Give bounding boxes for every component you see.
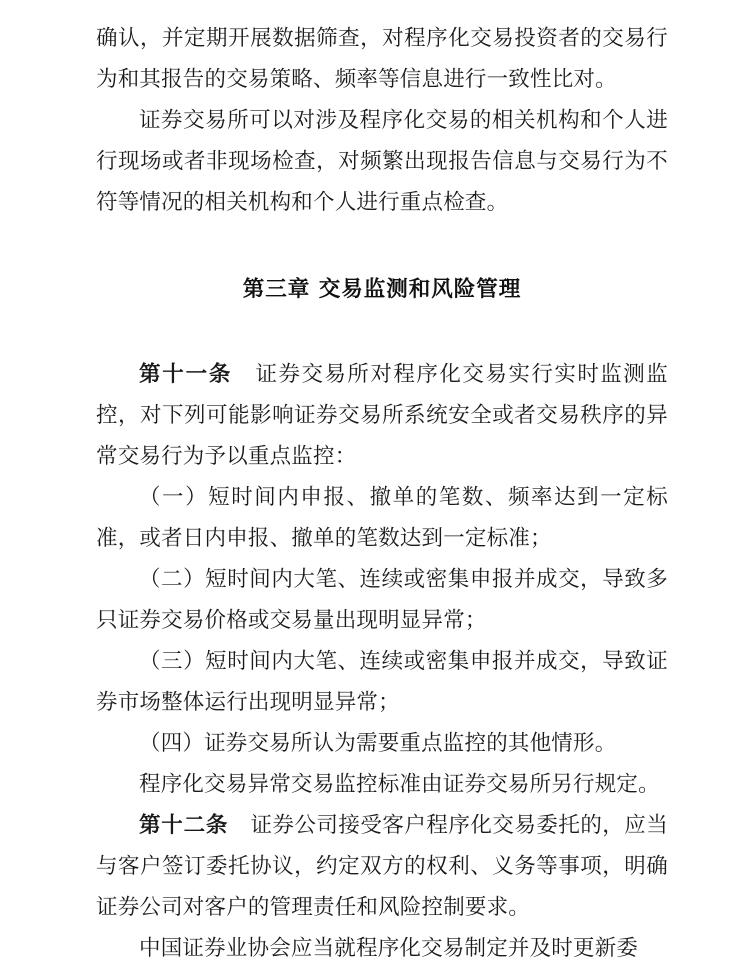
article-eleven-text: 证券交易所对程序化交易实行实时监测监控，对下列可能影响证券交易所系统安全或者交易秩序的异常交易行为予以重点监控：: [96, 362, 668, 469]
chapter-heading: 第三章 交易监测和风险管理: [242, 277, 522, 302]
list-item-1: （一）短时间内申报、撤单的笔数、频率达到一定标准，或者日内申报、撤单的笔数达到一定标准；: [96, 485, 668, 551]
article-eleven: [96, 354, 668, 477]
spacer-after-heading: [96, 310, 668, 354]
list-item-3: （三）短时间内大笔、连续或密集申报并成交，导致证券市场整体运行出现明显异常；: [96, 649, 668, 715]
article-eleven-label: 第十一条: [139, 362, 233, 387]
paragraph-monitoring-standard: 程序化交易异常交易监控标准由证券交易所另行规定。: [139, 772, 660, 797]
paragraph-exchange-inspection: 证券交易所可以对涉及程序化交易的相关机构和个人进行现场或者非现场检查，对频繁出现报告信息与交易行为不符等情况的相关机构和个人进行重点检查。: [96, 108, 668, 215]
article-twelve: [96, 805, 668, 928]
list-item-4: （四）证券交易所认为需要重点监控的其他情形。: [139, 731, 617, 756]
paragraph-continuation: 确认，并定期开展数据筛查，对程序化交易投资者的交易行为和其报告的交易策略、频率等信息进行一致性比对。: [96, 26, 668, 92]
spacer-before-heading: [96, 223, 668, 269]
paragraph-association: 中国证券业协会应当就程序化交易制定并及时更新委: [139, 936, 639, 961]
list-item-2: （二）短时间内大笔、连续或密集申报并成交，导致多只证券交易价格或交易量出现明显异常；: [96, 567, 668, 633]
article-twelve-label: 第十二条: [139, 813, 229, 838]
article-twelve-text: 证券公司接受客户程序化交易委托的，应当与客户签订委托协议，约定双方的权利、义务等事项，明确证券公司对客户的管理责任和风险控制要求。: [96, 813, 668, 920]
